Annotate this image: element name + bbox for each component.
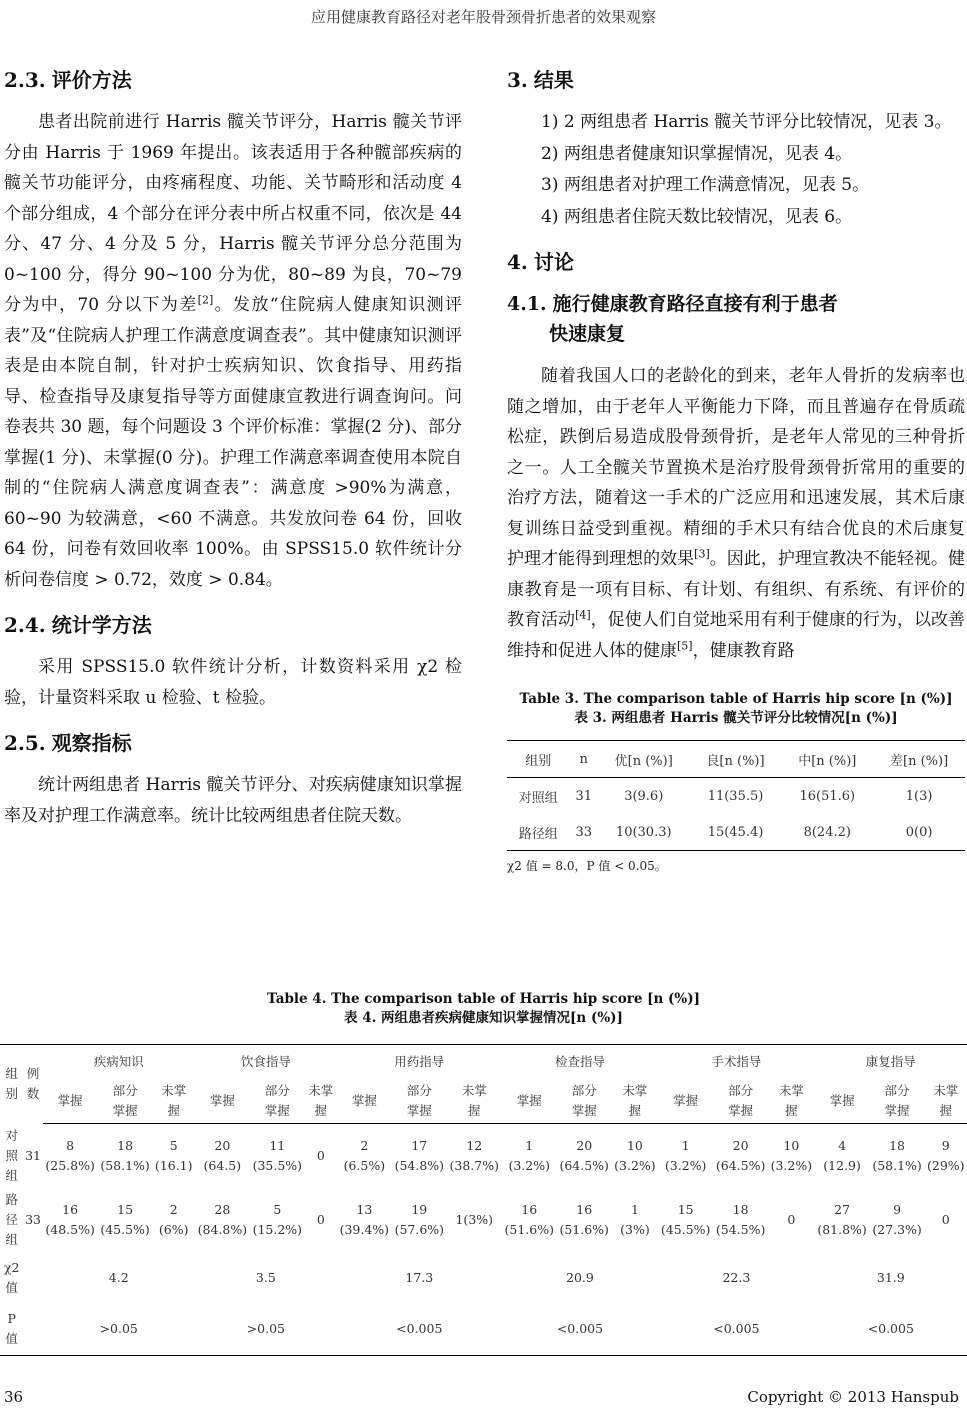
table-cell: 3(9.6) [624, 788, 664, 804]
table-cell [305, 1124, 337, 1188]
table-cell [153, 1124, 195, 1188]
table-cell [658, 1124, 713, 1188]
cell-count: 16 [62, 1201, 79, 1217]
header-cell: n [579, 751, 588, 767]
cell-count: 8 [66, 1137, 75, 1153]
table-3-block [507, 690, 965, 874]
header-cell: 组别 [525, 753, 552, 769]
section-2-3-heading [4, 64, 462, 93]
table-3 [507, 740, 965, 851]
text: ，促使人们自觉地采用有利于健康的行为，以改善维持和促进人体的健康 [507, 610, 965, 661]
table-cell: 31 [575, 788, 592, 804]
cell-count: 18 [732, 1201, 749, 1217]
table-header-row [507, 741, 965, 778]
subheader-text: 掌握 [57, 1093, 83, 1108]
table-row [0, 1188, 967, 1252]
subheader-cell [153, 1079, 195, 1124]
cell-count: 20 [214, 1137, 231, 1153]
table-cell [815, 1124, 870, 1188]
header-text: 例数 [26, 1066, 40, 1102]
table-3-caption-cn: 表 3. 两组患者 Harris 髋关节评分比较情况[n (%)] [574, 710, 898, 726]
table-cell [870, 1188, 925, 1252]
table-cell [557, 1188, 612, 1252]
table-cell [713, 1124, 768, 1188]
cell-percent: (54.8%) [394, 1157, 445, 1173]
table-cell [392, 1124, 447, 1188]
subheader-text: 掌握 [209, 1093, 235, 1108]
cell-count: 16 [521, 1201, 538, 1217]
running-head: 应用健康教育路径对老年股骨颈骨折患者的效果观察 [310, 8, 656, 26]
text: ，健康教育路 [692, 640, 795, 661]
subheader-cell [98, 1079, 153, 1124]
chi-square-row [0, 1252, 967, 1304]
subheader-text: 部分掌握 [571, 1083, 597, 1118]
table-cell: 路径组 [518, 826, 558, 842]
cell-count: 10 [626, 1137, 643, 1153]
table-cell: 对照组 [518, 790, 558, 806]
table-cell [447, 1124, 502, 1188]
row-label: P值 [5, 1311, 18, 1347]
subheader-text: 未掌握 [933, 1083, 959, 1118]
cell-count: 9 [893, 1201, 902, 1217]
p-value: >0.05 [195, 1304, 337, 1356]
cell-percent: (45.5%) [100, 1221, 150, 1237]
cell-count: 17 [411, 1137, 428, 1153]
subheader-cell [43, 1079, 98, 1124]
cell-count: 18 [889, 1137, 905, 1153]
p-value-row [0, 1304, 967, 1356]
cell-percent: (58.1%) [100, 1157, 150, 1173]
table-cell [447, 1188, 502, 1252]
table-cell [870, 1124, 925, 1188]
table-4-caption-cn: 表 4. 两组患者疾病健康知识掌握情况[n (%)] [344, 1010, 623, 1026]
cell-percent: (81.8%) [817, 1221, 867, 1237]
chi-square-value: 4.2 [108, 1269, 129, 1285]
cell-percent: (45.5%) [660, 1221, 711, 1237]
p-value: <0.005 [502, 1304, 658, 1356]
subheader-text: 掌握 [351, 1093, 377, 1108]
section-number: 4.1. [507, 293, 547, 315]
cell-percent: (51.6%) [504, 1221, 554, 1237]
section-number: 2.3. [4, 68, 46, 92]
result-item-2: 2) 两组患者健康知识掌握情况，见表 4。 [541, 143, 853, 164]
row-label-cell [0, 1188, 24, 1252]
paragraph-evaluation-method [4, 107, 462, 595]
cell-count: 19 [411, 1201, 428, 1217]
cell-percent: (64.5%) [559, 1157, 609, 1173]
section-number: 2.5. [4, 731, 46, 755]
table-cell [658, 1188, 713, 1252]
subheader-cell [925, 1079, 967, 1124]
left-column [4, 52, 462, 831]
section-3-heading [507, 64, 965, 93]
cell-percent: (6.5%) [343, 1157, 386, 1173]
paragraph-statistics: 采用 SPSS15.0 软件统计分析，计数资料采用 χ2 检验，计量资料采取 u 检验、t 检验。 [4, 657, 462, 708]
subheader-text: 未掌握 [622, 1083, 648, 1118]
cell-percent: (27.3%) [872, 1221, 922, 1237]
header-cell: 中[n (%)] [798, 753, 857, 769]
header-group-cell: 康复指导 [865, 1054, 916, 1069]
cell-percent: (29%) [926, 1157, 965, 1173]
empty-cell [24, 1252, 43, 1304]
cell-percent: (3%) [620, 1221, 650, 1237]
section-title: 讨论 [533, 250, 574, 274]
header-cell-group [0, 1045, 24, 1124]
section-2-4-heading [4, 609, 462, 638]
cell-count: 4 [838, 1137, 847, 1153]
table-cell [612, 1188, 658, 1252]
cell-count: 15 [677, 1201, 694, 1217]
section-title: 统计学方法 [51, 613, 152, 637]
header-group-cell: 检查指导 [554, 1054, 605, 1069]
cell-count: 15 [117, 1201, 134, 1217]
subheader-text: 部分掌握 [884, 1083, 910, 1118]
row-label: 路径组 [5, 1191, 18, 1247]
row-n-cell: 31 [25, 1147, 42, 1163]
section-title-line1: 施行健康教育路径直接有利于患者 [552, 293, 838, 315]
cell-count: 5 [273, 1201, 282, 1217]
subheader-cell [612, 1079, 658, 1124]
table-cell [43, 1124, 98, 1188]
subheader-cell [557, 1079, 612, 1124]
right-column [507, 52, 965, 874]
cell-count: 16 [576, 1201, 593, 1217]
subheader-cell [447, 1079, 502, 1124]
cell-percent: (6%) [158, 1221, 189, 1237]
table-cell [768, 1124, 814, 1188]
header-text: 组别 [5, 1066, 18, 1102]
table-cell [250, 1188, 305, 1252]
section-number: 4. [507, 250, 528, 274]
header-cell: 良[n (%)] [706, 753, 765, 769]
page-number: 36 [4, 1388, 24, 1406]
subheader-text: 部分掌握 [728, 1083, 754, 1118]
empty-cell [24, 1304, 43, 1356]
subheader-cell [337, 1079, 392, 1124]
section-title: 结果 [533, 68, 574, 92]
text: 随着我国人口的老龄化的到来，老年人骨折的发病率也随之增加，由于老年人平衡能力下降，而且普遍存在骨质疏松症，跌倒后易造成股骨颈骨折，是老年人常见的三种骨折之一。人工全髋关节置换术是治疗股骨颈骨折常用的重要的治疗方法，随着这一手术的广泛应用和迅速发展，其术后康复训练日益受到重视。精细的手术只有结合优良的术后康复护理才能得到理想的效果 [507, 366, 965, 569]
result-item-3: 3) 两组患者对护理工作满意情况，见表 5。 [541, 175, 870, 195]
cell-percent: (25.8%) [45, 1157, 95, 1173]
table-cell: 33 [575, 824, 592, 840]
cell-percent: (3.2%) [770, 1157, 813, 1173]
table-row [0, 1124, 967, 1188]
cell-percent: (64.5%) [715, 1157, 766, 1173]
section-4-1-heading [507, 289, 965, 349]
table-cell [195, 1124, 250, 1188]
row-label-cell [0, 1304, 24, 1356]
cell-percent: (64.5) [203, 1157, 242, 1173]
cell-count: 1 [525, 1137, 534, 1153]
cell-count: 2 [360, 1137, 369, 1153]
subheader-cell [768, 1079, 814, 1124]
subheader-text: 部分掌握 [264, 1083, 290, 1118]
subheader-cell [250, 1079, 305, 1124]
cell-count: 12 [466, 1137, 483, 1153]
cell-count: 1 [681, 1137, 690, 1153]
paragraph-discussion [507, 361, 965, 666]
cell-count: 0 [787, 1211, 796, 1227]
table-3-caption-en: Table 3. The comparison table of Harris hip score [n (%)] [519, 691, 953, 707]
section-title: 观察指标 [51, 731, 132, 755]
cell-percent: (3.2%) [508, 1157, 550, 1173]
table-cell: 15(45.4) [707, 824, 764, 840]
cell-count: 20 [576, 1137, 593, 1153]
cell-count: 28 [214, 1201, 231, 1217]
cell-percent: (39.4%) [339, 1221, 390, 1237]
row-label: 对照组 [5, 1127, 18, 1183]
table-cell: 1(3) [905, 788, 933, 804]
cell-count: 9 [941, 1137, 950, 1153]
table-cell [768, 1188, 814, 1252]
section-title-line2: 快速康复 [549, 323, 626, 345]
section-number: 2.4. [4, 613, 46, 637]
cell-count: 27 [834, 1201, 851, 1217]
citation-ref-5[interactable]: [5] [677, 638, 693, 652]
subheader-cell [392, 1079, 447, 1124]
table-cell [98, 1188, 153, 1252]
table-cell: 0(0) [905, 824, 933, 840]
cell-percent: (38.7%) [449, 1157, 499, 1173]
table-row [507, 814, 965, 851]
table-4 [0, 1044, 967, 1356]
subheader-text: 未掌握 [308, 1083, 334, 1118]
section-number: 3. [507, 68, 528, 92]
cell-count: 20 [732, 1137, 749, 1153]
header-cell: 差[n (%)] [890, 753, 949, 769]
table-cell [502, 1188, 557, 1252]
table-cell [195, 1188, 250, 1252]
cell-percent: (57.6%) [394, 1221, 445, 1237]
result-item-1: 1) 2 两组患者 Harris 髋关节评分比较情况，见表 3。 [541, 112, 952, 132]
cell-percent: (51.6%) [559, 1221, 609, 1237]
header-group-cell: 疾病知识 [93, 1054, 144, 1069]
header-group-cell: 饮食指导 [240, 1054, 291, 1069]
subheader-cell [870, 1079, 925, 1124]
text: 。因此，护理宣教决不能轻视。健康教育是一项有目标、有计划、有组织、有系统、有评价的教育活动 [507, 549, 965, 630]
subheader-cell [305, 1079, 337, 1124]
table-cell [98, 1124, 153, 1188]
cell-count: 18 [117, 1137, 134, 1153]
cell-count: 2 [169, 1201, 178, 1217]
subheader-text: 掌握 [829, 1093, 855, 1108]
subheader-cell [502, 1079, 557, 1124]
table-subheader-row [0, 1079, 967, 1124]
cell-percent: (54.5%) [715, 1221, 766, 1237]
section-title: 评价方法 [51, 68, 132, 92]
header-group-cell: 用药指导 [394, 1054, 445, 1069]
cell-percent: (58.1%) [872, 1157, 922, 1173]
table-4-caption-en: Table 4. The comparison table of Harris hip score [n (%)] [266, 991, 701, 1007]
cell-count: 11 [269, 1137, 286, 1153]
table-cell [250, 1124, 305, 1188]
subheader-cell [195, 1079, 250, 1124]
table-cell [305, 1188, 337, 1252]
subheader-cell [713, 1079, 768, 1124]
cell-count: 10 [783, 1137, 800, 1153]
table-cell [502, 1124, 557, 1188]
p-value: <0.005 [337, 1304, 502, 1356]
citation-ref-4[interactable]: [4] [575, 608, 591, 622]
cell-count: 1(3%) [455, 1211, 494, 1227]
section-4-heading [507, 246, 965, 275]
table-header-row [0, 1045, 967, 1080]
chi-square-value: 17.3 [405, 1269, 434, 1285]
subheader-cell [815, 1079, 870, 1124]
citation-ref-3[interactable]: [3] [694, 547, 710, 561]
subheader-cell [658, 1079, 713, 1124]
table-cell [153, 1188, 195, 1252]
cell-count: 0 [316, 1147, 325, 1163]
subheader-text: 部分掌握 [112, 1083, 138, 1118]
chi-square-value: 20.9 [566, 1269, 594, 1285]
cell-percent: (3.2%) [614, 1157, 656, 1173]
cell-percent: (48.5%) [45, 1221, 95, 1237]
subheader-text: 掌握 [673, 1093, 699, 1108]
cell-count: 1 [630, 1201, 639, 1217]
section-2-5-heading [4, 727, 462, 756]
table-cell: 11(35.5) [707, 788, 764, 804]
table-cell [557, 1124, 612, 1188]
table-cell [925, 1124, 967, 1188]
subheader-text: 掌握 [516, 1093, 542, 1108]
row-label-cell [0, 1252, 24, 1304]
table-4-block [0, 990, 967, 1356]
subheader-text: 部分掌握 [406, 1083, 432, 1118]
row-n-cell: 33 [25, 1211, 42, 1227]
cell-count: 5 [169, 1137, 178, 1153]
cell-percent: (35.5%) [252, 1157, 303, 1173]
chi-square-value: 31.9 [876, 1269, 905, 1285]
chi-square-value: 3.5 [255, 1269, 276, 1285]
cell-percent: (12.9) [823, 1157, 861, 1173]
cell-count: 13 [356, 1201, 373, 1217]
header-cell: 优[n (%)] [614, 753, 673, 769]
p-value: <0.005 [815, 1304, 967, 1356]
citation-ref-2[interactable]: [2] [197, 293, 214, 307]
table-cell [815, 1188, 870, 1252]
subheader-text: 未掌握 [461, 1083, 487, 1118]
table-cell [925, 1188, 967, 1252]
table-cell [713, 1188, 768, 1252]
cell-count: 0 [316, 1211, 325, 1227]
cell-percent: (84.8%) [197, 1221, 248, 1237]
p-value: <0.005 [658, 1304, 814, 1356]
chi-square-value: 22.3 [722, 1269, 751, 1285]
row-label-cell [0, 1124, 24, 1188]
row-label: χ2值 [3, 1259, 20, 1295]
table-cell [392, 1188, 447, 1252]
text: 患者出院前进行 Harris 髋关节评分，Harris 髋关节评分由 Harris 于 1969 年提出。该表适用于各种髋部疾病的髋关节功能评分，由疼痛程度、功能、关节畸形和活动度 4 个部分组成，4 个部分在评分表中所占权重不同，依次是 44 分、47 分、4 分及 5 分，Harris 髋关节评分总分范围为 0~100 分，得分 90~100 分为优，80~89 为良，70~79 分为中，70 分以下为差 [4, 112, 462, 315]
table-cell: 8(24.2) [803, 824, 851, 840]
table-cell [337, 1188, 392, 1252]
table-cell [337, 1124, 392, 1188]
cell-percent: (15.2%) [252, 1221, 303, 1237]
table-cell [43, 1188, 98, 1252]
paragraph-observation: 统计两组患者 Harris 髋关节评分、对疾病健康知识掌握率及对护理工作满意率。统计比较两组患者住院天数。 [4, 775, 462, 826]
table-cell [612, 1124, 658, 1188]
table-cell: 16(51.6) [799, 788, 856, 804]
table-cell: 10(30.3) [615, 824, 672, 840]
cell-count: 0 [941, 1211, 950, 1227]
subheader-text: 未掌握 [778, 1083, 804, 1118]
p-value: >0.05 [43, 1304, 195, 1356]
table-3-note: χ2 值 = 8.0，P 值 < 0.05。 [507, 859, 667, 873]
result-item-4: 4) 两组患者住院天数比较情况，见表 6。 [541, 206, 853, 227]
copyright: Copyright © 2013 Hanspub [747, 1388, 959, 1406]
subheader-text: 未掌握 [161, 1083, 187, 1118]
header-cell-n [24, 1045, 43, 1124]
cell-percent: (3.2%) [664, 1157, 707, 1173]
header-group-cell: 手术指导 [711, 1054, 762, 1069]
text: 。发放“住院病人健康知识测评表”及“住院病人护理工作满意度调查表”。其中健康知识测评表是由本院自制，针对护士疾病知识、饮食指导、用药指导、检查指导及康复指导等方面健康宣教进行调查询问。问卷表共 30 题，每个问题设 3 个评价标准：掌握(2 分)、部分掌握(1 分)、未掌握(0 分)。护理工作满意率调查使用本院自制的“住院病人满意度调查表”：满意度 >90%为满意，60~90 为较满意，<60 不满意。共发放问卷 64 份，回收 64 份，问卷有效回收率 100%。由 SPSS15.0 软件统计分析问卷信度 > 0.72，效度 > 0.84。 [4, 295, 462, 590]
table-row [507, 778, 965, 815]
cell-percent: (16.1) [154, 1157, 193, 1173]
